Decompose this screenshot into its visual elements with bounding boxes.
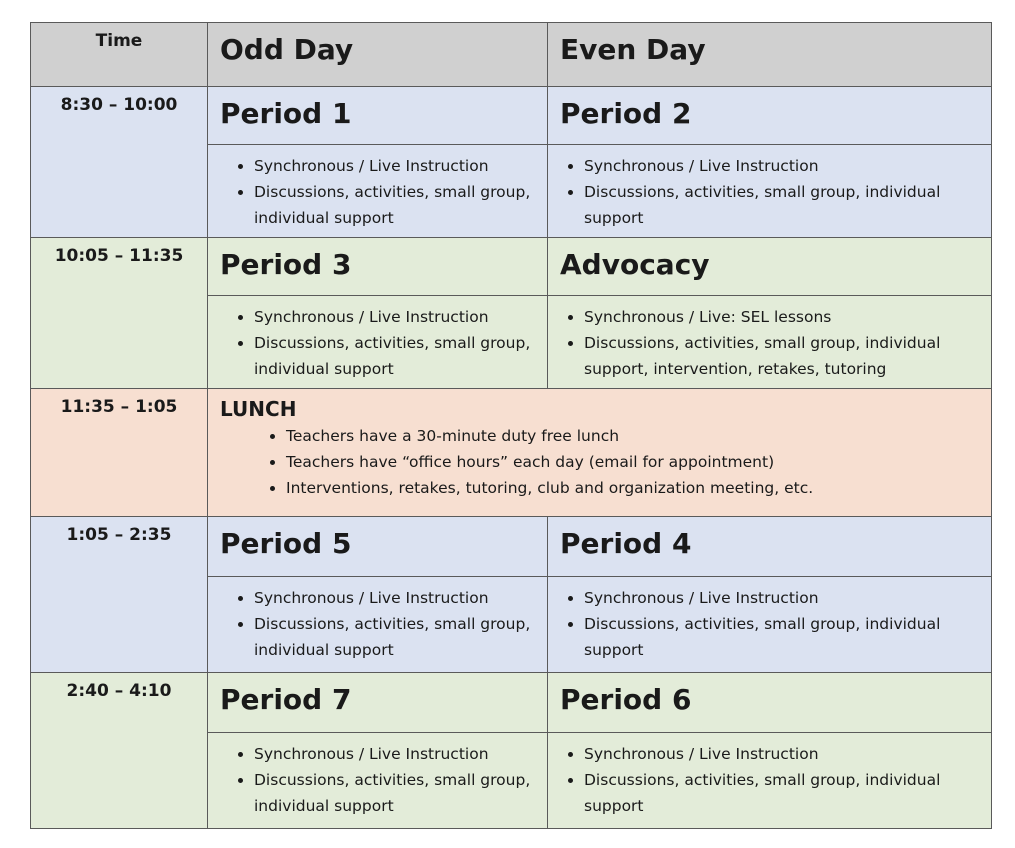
block-3-time: 1:05 – 2:35 [31, 517, 208, 673]
block-3-title-row [31, 517, 992, 577]
list-item: • Teachers have a 30-minute duty free lunch [286, 423, 991, 449]
list-item: • Discussions, activities, small group, individual support [254, 330, 543, 382]
list-item: • Teachers have “office hours” each day (email for appointment) [286, 449, 991, 475]
block-2-odd-title: Period 3 [208, 238, 548, 296]
list-item: • Discussions, activities, small group, individual support [584, 611, 987, 663]
block-2-even-title: Advocacy [548, 238, 992, 296]
block-2-even-details [548, 296, 992, 389]
block-1-time: 8:30 – 10:00 [31, 87, 208, 238]
list-item: • Discussions, activities, small group, individual support [254, 179, 543, 231]
list-item: • Synchronous / Live Instruction [254, 153, 543, 179]
schedule-table [30, 22, 992, 829]
list-item: • Synchronous / Live Instruction [254, 585, 543, 611]
list-item: • Discussions, activities, small group, individual support [584, 179, 987, 231]
block-3-even-title: Period 4 [548, 517, 992, 577]
list-item: • Discussions, activities, small group, individual support [254, 767, 543, 819]
block-2-odd-details [208, 296, 548, 389]
block-3-odd-title: Period 5 [208, 517, 548, 577]
block-1-odd-details [208, 145, 548, 238]
odd-day-header: Odd Day [208, 23, 548, 87]
list-item: • Synchronous / Live Instruction [584, 153, 987, 179]
lunch-title: LUNCH [220, 397, 297, 421]
block-4-odd-title: Period 7 [208, 673, 548, 733]
block-3-even-details [548, 577, 992, 673]
block-1-title-row [31, 87, 992, 145]
block-2-title-row [31, 238, 992, 296]
list-item: • Synchronous / Live Instruction [584, 585, 987, 611]
header-row [31, 23, 992, 87]
block-1-even-details [548, 145, 992, 238]
block-4-even-title: Period 6 [548, 673, 992, 733]
list-item: • Discussions, activities, small group, individual support [254, 611, 543, 663]
block-2-time: 10:05 – 11:35 [31, 238, 208, 389]
list-item: • Synchronous / Live Instruction [254, 741, 543, 767]
list-item: • Synchronous / Live Instruction [584, 741, 987, 767]
block-4-title-row [31, 673, 992, 733]
block-1-odd-title: Period 1 [208, 87, 548, 145]
lunch-details [208, 389, 992, 517]
list-item: • Discussions, activities, small group, individual support [584, 767, 987, 819]
list-item: • Synchronous / Live Instruction [254, 304, 543, 330]
block-1-even-title: Period 2 [548, 87, 992, 145]
lunch-row [31, 389, 992, 517]
time-header: Time [31, 23, 208, 87]
even-day-header: Even Day [548, 23, 992, 87]
list-item: • Discussions, activities, small group, individual support, intervention, retakes, tutoring [584, 330, 987, 382]
list-item: • Interventions, retakes, tutoring, club and organization meeting, etc. [286, 475, 991, 501]
block-4-even-details [548, 733, 992, 829]
block-4-odd-details [208, 733, 548, 829]
lunch-time: 11:35 – 1:05 [31, 389, 208, 517]
list-item: • Synchronous / Live: SEL lessons [584, 304, 987, 330]
block-4-time: 2:40 – 4:10 [31, 673, 208, 829]
block-3-odd-details [208, 577, 548, 673]
